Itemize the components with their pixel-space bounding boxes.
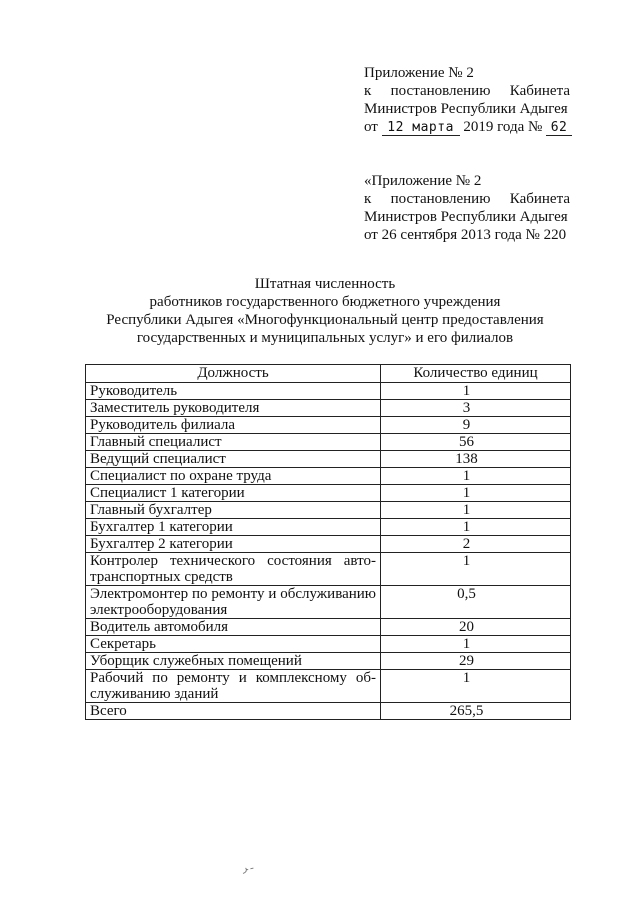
- table-row: [86, 434, 571, 451]
- count-cell: 3: [381, 400, 571, 417]
- count-cell: 1: [381, 468, 571, 485]
- appendix-line-3: Министров Республики Адыгея: [364, 101, 568, 117]
- table-row: [86, 670, 571, 703]
- appendix-line-2: [364, 82, 570, 100]
- count-cell: 2: [381, 536, 571, 553]
- position-cell: Специалист 1 категории: [86, 485, 381, 502]
- appendix-word: к: [364, 191, 372, 207]
- count-cell: 9: [381, 417, 571, 434]
- table-row: [86, 553, 571, 586]
- position-cell: Уборщик служебных помещений: [86, 653, 381, 670]
- table-row: [86, 703, 571, 720]
- table-row: [86, 417, 571, 434]
- appendix-title: Приложение № 2: [364, 65, 474, 81]
- appendix-word: Кабинета: [509, 83, 570, 99]
- count-cell: 1: [381, 519, 571, 536]
- count-cell: 1: [381, 502, 571, 519]
- position-cell: Контролер технического состояния авто-транспортных средств: [86, 553, 381, 586]
- scan-mark: ـ ﺮ: [240, 860, 255, 875]
- appendix-line-2: [364, 190, 570, 208]
- table-row: [86, 536, 571, 553]
- position-cell: Главный специалист: [86, 434, 381, 451]
- position-cell: Руководитель: [86, 383, 381, 400]
- count-cell: 29: [381, 653, 571, 670]
- count-cell: 1: [381, 553, 571, 586]
- position-cell: Ведущий специалист: [86, 451, 381, 468]
- table-row: [86, 400, 571, 417]
- count-cell: 138: [381, 451, 571, 468]
- table-header-row: [86, 365, 571, 383]
- count-cell: 1: [381, 636, 571, 653]
- heading-line: Штатная численность: [254, 276, 396, 292]
- handwritten-number: 62: [546, 121, 572, 136]
- position-cell: Рабочий по ремонту и комплексному об-служиванию зданий: [86, 670, 381, 703]
- heading-line: Республики Адыгея «Многофункциональный центр предоставления: [106, 312, 544, 328]
- column-header-count: Количество единиц: [381, 365, 571, 383]
- position-cell: Бухгалтер 2 категории: [86, 536, 381, 553]
- column-header-position: Должность: [86, 365, 381, 383]
- count-cell: 1: [381, 670, 571, 703]
- position-cell: Водитель автомобиля: [86, 619, 381, 636]
- count-cell: 265,5: [381, 703, 571, 720]
- date-suffix: 2019 года №: [463, 119, 543, 135]
- table-row: [86, 468, 571, 485]
- table-row: [86, 586, 571, 619]
- appendix-word: постановлению: [390, 191, 491, 207]
- appendix-word: Кабинета: [509, 191, 570, 207]
- count-cell: 0,5: [381, 586, 571, 619]
- appendix-original: [364, 172, 570, 244]
- count-cell: 1: [381, 485, 571, 502]
- appendix-line-4: от 26 сентября 2013 года № 220: [364, 227, 567, 243]
- count-cell: 20: [381, 619, 571, 636]
- staff-table: [85, 364, 571, 720]
- count-cell: 1: [381, 383, 571, 400]
- handwritten-date: 12 марта: [382, 121, 460, 136]
- position-cell: Руководитель филиала: [86, 417, 381, 434]
- appendix-word: к: [364, 83, 372, 99]
- position-cell: Заместитель руководителя: [86, 400, 381, 417]
- appendix-line-3: Министров Республики Адыгея: [364, 209, 568, 225]
- document-heading: [80, 275, 570, 347]
- position-cell: Электромонтер по ремонту и обслуживанию электрооборудования: [86, 586, 381, 619]
- position-cell: Бухгалтер 1 категории: [86, 519, 381, 536]
- position-cell: Секретарь: [86, 636, 381, 653]
- appendix-date-line: [364, 118, 570, 136]
- appendix-title: «Приложение № 2: [364, 173, 482, 189]
- table-row: [86, 519, 571, 536]
- table-row: [86, 502, 571, 519]
- date-prefix: от: [364, 119, 378, 135]
- table-row: [86, 619, 571, 636]
- position-cell: Главный бухгалтер: [86, 502, 381, 519]
- appendix-word: постановлению: [390, 83, 491, 99]
- table-row: [86, 485, 571, 502]
- appendix-current: [364, 64, 570, 136]
- position-cell: Всего: [86, 703, 381, 720]
- table-row: [86, 451, 571, 468]
- heading-line: государственных и муниципальных услуг» и его филиалов: [136, 330, 514, 346]
- table-row: [86, 653, 571, 670]
- position-cell: Специалист по охране труда: [86, 468, 381, 485]
- heading-line: работников государственного бюджетного учреждения: [149, 294, 501, 310]
- table-row: [86, 383, 571, 400]
- count-cell: 56: [381, 434, 571, 451]
- table-row: [86, 636, 571, 653]
